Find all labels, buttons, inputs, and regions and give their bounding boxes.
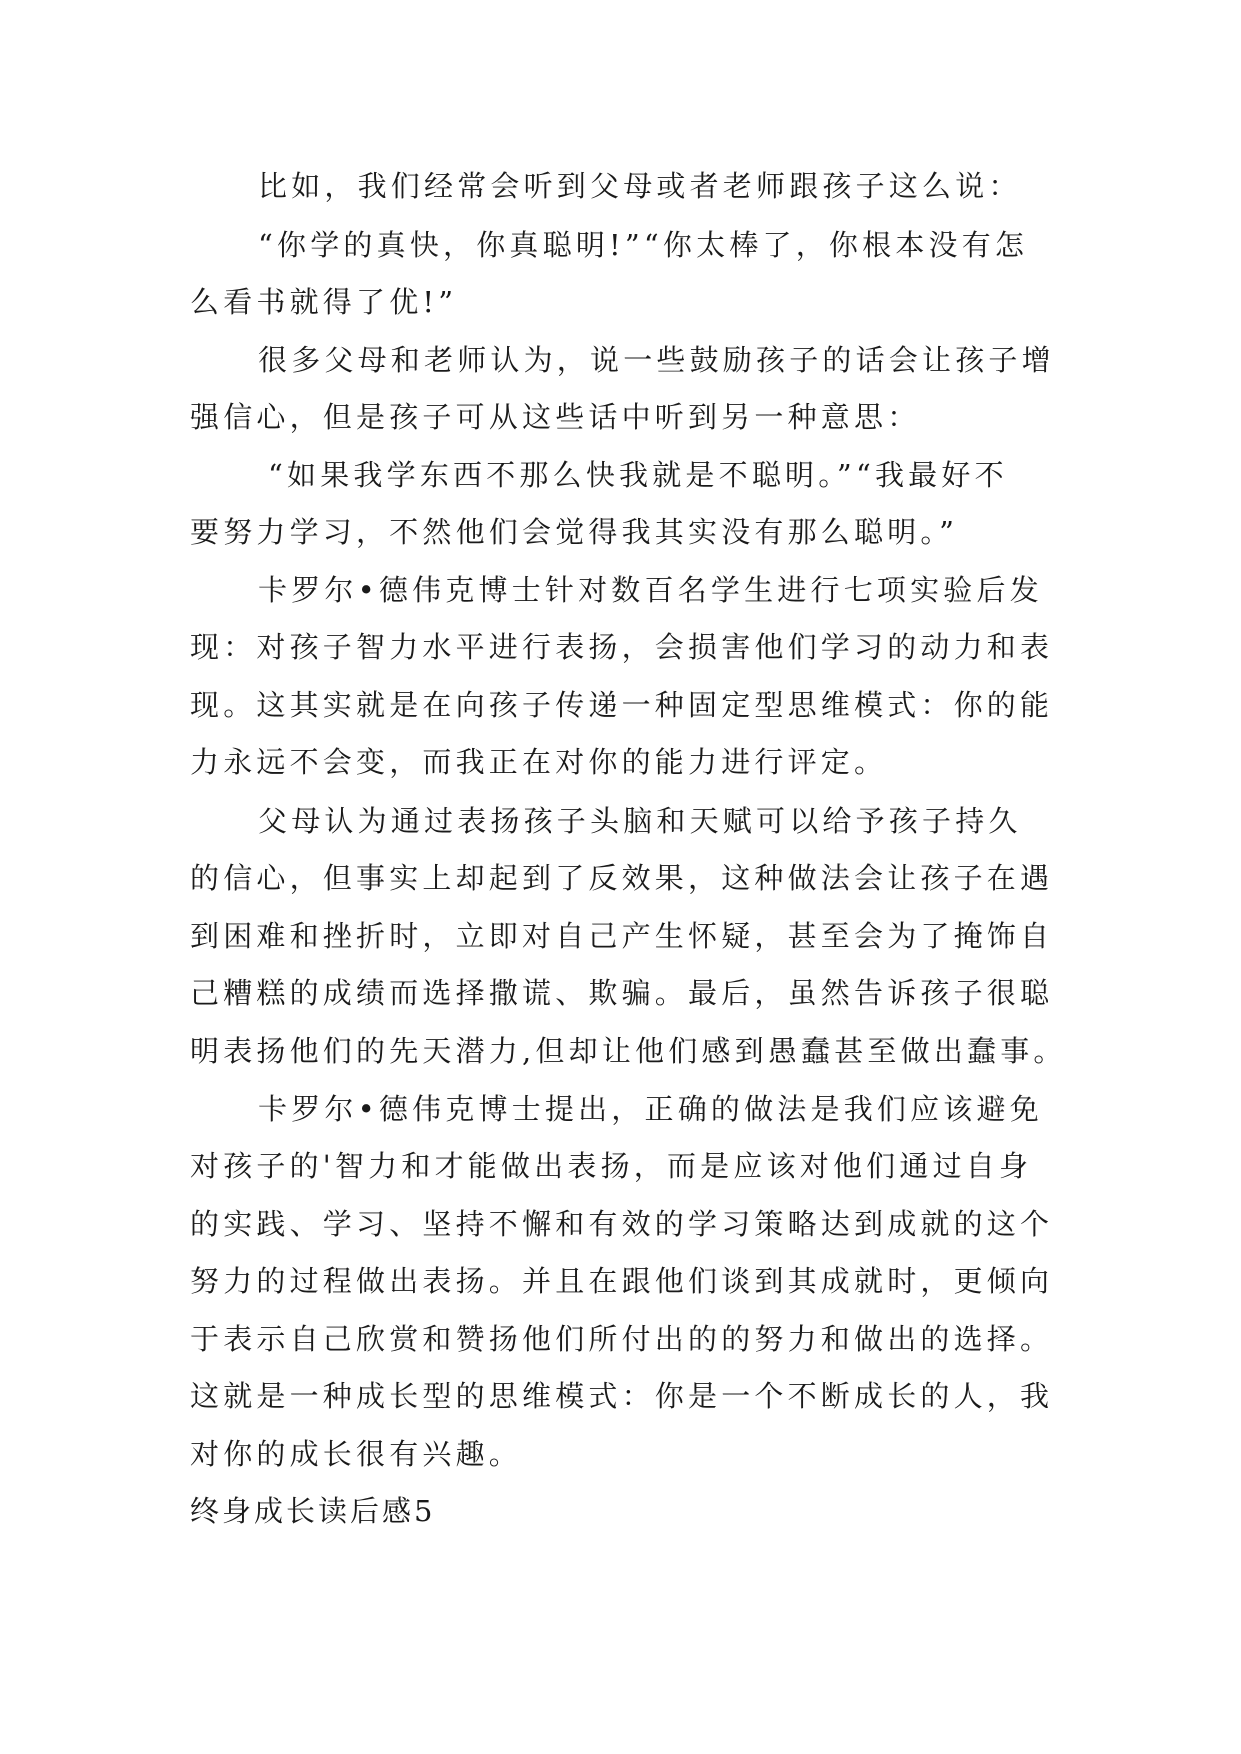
text-line: 这就是一种成长型的思维模式：你是一个不断成长的人，我	[190, 1379, 1054, 1413]
text-line: 么看书就得了优!”	[190, 285, 458, 319]
text-line: 明表扬他们的先天潜力,但却让他们感到愚蠢甚至做出蠢事。	[190, 1034, 1067, 1068]
text-line: 于表示自己欣赏和赞扬他们所付出的的努力和做出的选择。	[190, 1322, 1054, 1356]
text-line: 强信心，但是孩子可从这些话中听到另一种意思：	[190, 400, 921, 434]
text-line: 卡罗尔•德伟克博士提出，正确的做法是我们应该避免	[258, 1092, 1043, 1126]
text-line: “如果我学东西不那么快我就是不聪明。”“我最好不	[268, 458, 1008, 492]
section-heading: 终身成长读后感5	[190, 1494, 436, 1528]
text-line: 比如，我们经常会听到父母或者老师跟孩子这么说：	[258, 169, 1022, 203]
text-line: 卡罗尔•德伟克博士针对数百名学生进行七项实验后发	[258, 573, 1043, 607]
text-line: 现：对孩子智力水平进行表扬，会损害他们学习的动力和表	[190, 630, 1054, 664]
text-line: “你学的真快，你真聪明!”“你太棒了，你根本没有怎	[258, 228, 1029, 262]
text-line: 到困难和挫折时，立即对自己产生怀疑，甚至会为了掩饰自	[190, 919, 1054, 953]
text-line: 很多父母和老师认为，说一些鼓励孩子的话会让孩子增	[258, 343, 1055, 377]
text-line: 对你的成长很有兴趣。	[190, 1437, 523, 1471]
text-line: 要努力学习，不然他们会觉得我其实没有那么聪明。”	[190, 515, 959, 549]
text-line: 对孩子的'智力和才能做出表扬，而是应该对他们通过自身	[190, 1149, 1033, 1183]
text-line: 父母认为通过表扬孩子头脑和天赋可以给予孩子持久	[258, 804, 1022, 838]
text-line: 力永远不会变，而我正在对你的能力进行评定。	[190, 745, 888, 779]
text-line: 的信心，但事实上却起到了反效果，这种做法会让孩子在遇	[190, 861, 1054, 895]
text-line: 己糟糕的成绩而选择撒谎、欺骗。最后，虽然告诉孩子很聪	[190, 976, 1054, 1010]
text-line: 的实践、学习、坚持不懈和有效的学习策略达到成就的这个	[190, 1207, 1054, 1241]
text-line: 努力的过程做出表扬。并且在跟他们谈到其成就时，更倾向	[190, 1264, 1054, 1298]
text-line: 现。这其实就是在向孩子传递一种固定型思维模式：你的能	[190, 688, 1054, 722]
